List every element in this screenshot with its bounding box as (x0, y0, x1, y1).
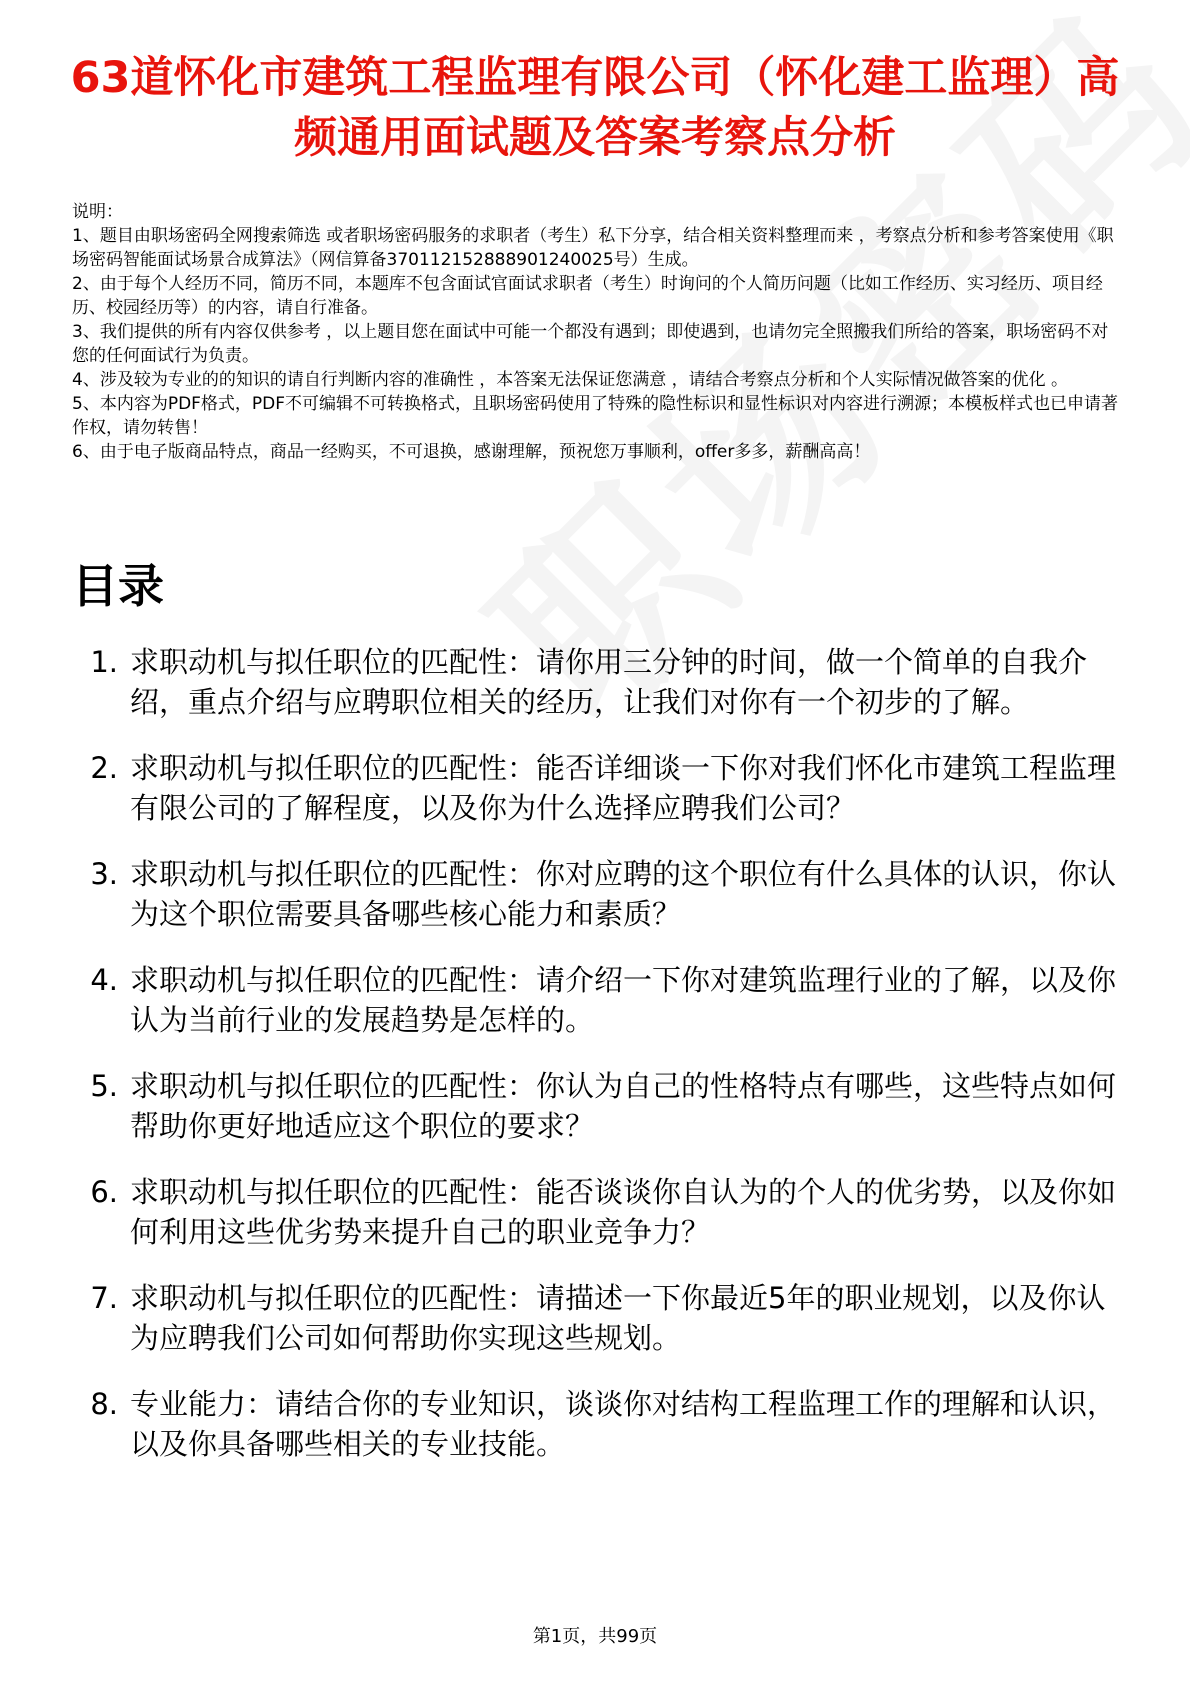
toc-item-number: 5. (90, 1069, 118, 1103)
notes-line: 说明： (72, 202, 123, 222)
toc-item[interactable] (72, 1066, 1122, 1146)
toc-list (72, 642, 1122, 1490)
toc-item[interactable] (72, 642, 1122, 722)
notes-line: 4、涉及较为专业的的知识的请自行判断内容的准确性 ，本答案无法保证您满意 ，请结合考察点分析和个人实际情况做答案的优化 。 (72, 370, 1069, 390)
toc-item-number: 1. (90, 645, 118, 679)
toc-item-number: 2. (90, 751, 118, 785)
toc-item-number: 7. (90, 1281, 118, 1315)
notes-line: 3、我们提供的所有内容仅供参考 ，以上题目您在面试中可能一个都没有遇到；即使遇到，也请勿完全照搬我们所给的答案，职场密码不对您的任何面试行为负责。 (72, 322, 1109, 366)
toc-item[interactable] (72, 854, 1122, 934)
toc-item-text: 求职动机与拟任职位的匹配性：请描述一下你最近5年的职业规划，以及你认为应聘我们公司如何帮助你实现这些规划。 (130, 1281, 1106, 1355)
notes-line: 6、由于电子版商品特点，商品一经购买，不可退换，感谢理解，预祝您万事顺利，offer多多，薪酬高高！ (72, 442, 871, 462)
toc-item-text: 求职动机与拟任职位的匹配性：你对应聘的这个职位有什么具体的认识，你认为这个职位需要具备哪些核心能力和素质？ (130, 857, 1117, 931)
toc-item-text: 求职动机与拟任职位的匹配性：请介绍一下你对建筑监理行业的了解，以及你认为当前行业的发展趋势是怎样的。 (130, 963, 1117, 1037)
notes-section (72, 200, 1122, 464)
page-title: 63道怀化市建筑工程监理有限公司（怀化建工监理）高频通用面试题及答案考察点分析 (70, 53, 1120, 163)
toc-item-number: 8. (90, 1387, 118, 1421)
notes-line: 1、题目由职场密码全网搜索筛选 或者职场密码服务的求职者（考生）私下分享，结合相关资料整理而来 ，考察点分析和参考答案使用《职场密码智能面试场景合成算法》（网信算备370112152888901240025号）生成。 (72, 226, 1114, 270)
toc-item[interactable] (72, 748, 1122, 828)
toc-item[interactable] (72, 1384, 1122, 1464)
toc-item-text: 专业能力：请结合你的专业知识，谈谈你对结构工程监理工作的理解和认识，以及你具备哪些相关的专业技能。 (130, 1387, 1117, 1461)
page-footer: 第1页，共99页 (532, 1626, 658, 1647)
toc-item-text: 求职动机与拟任职位的匹配性：请你用三分钟的时间，做一个简单的自我介绍，重点介绍与应聘职位相关的经历，让我们对你有一个初步的了解。 (130, 645, 1088, 719)
toc-item[interactable] (72, 1278, 1122, 1358)
toc-item-text: 求职动机与拟任职位的匹配性：能否谈谈你自认为的个人的优劣势，以及你如何利用这些优劣势来提升自己的职业竞争力？ (130, 1175, 1117, 1249)
toc-item-number: 3. (90, 857, 118, 891)
toc-item-text: 求职动机与拟任职位的匹配性：你认为自己的性格特点有哪些，这些特点如何帮助你更好地适应这个职位的要求？ (130, 1069, 1117, 1143)
toc-heading: 目录 (72, 559, 164, 613)
toc-item[interactable] (72, 960, 1122, 1040)
notes-line: 5、本内容为PDF格式，PDF不可编辑不可转换格式，且职场密码使用了特殊的隐性标识和显性标识对内容进行溯源；本模板样式也已申请著作权，请勿转售！ (72, 394, 1119, 438)
toc-item[interactable] (72, 1172, 1122, 1252)
toc-item-number: 4. (90, 963, 118, 997)
toc-item-text: 求职动机与拟任职位的匹配性：能否详细谈一下你对我们怀化市建筑工程监理有限公司的了解程度，以及你为什么选择应聘我们公司？ (130, 751, 1117, 825)
notes-line: 2、由于每个人经历不同，简历不同，本题库不包含面试官面试求职者（考生）时询问的个人简历问题（比如工作经历、实习经历、项目经历、校园经历等）的内容，请自行准备。 (72, 274, 1103, 318)
toc-item-number: 6. (90, 1175, 118, 1209)
